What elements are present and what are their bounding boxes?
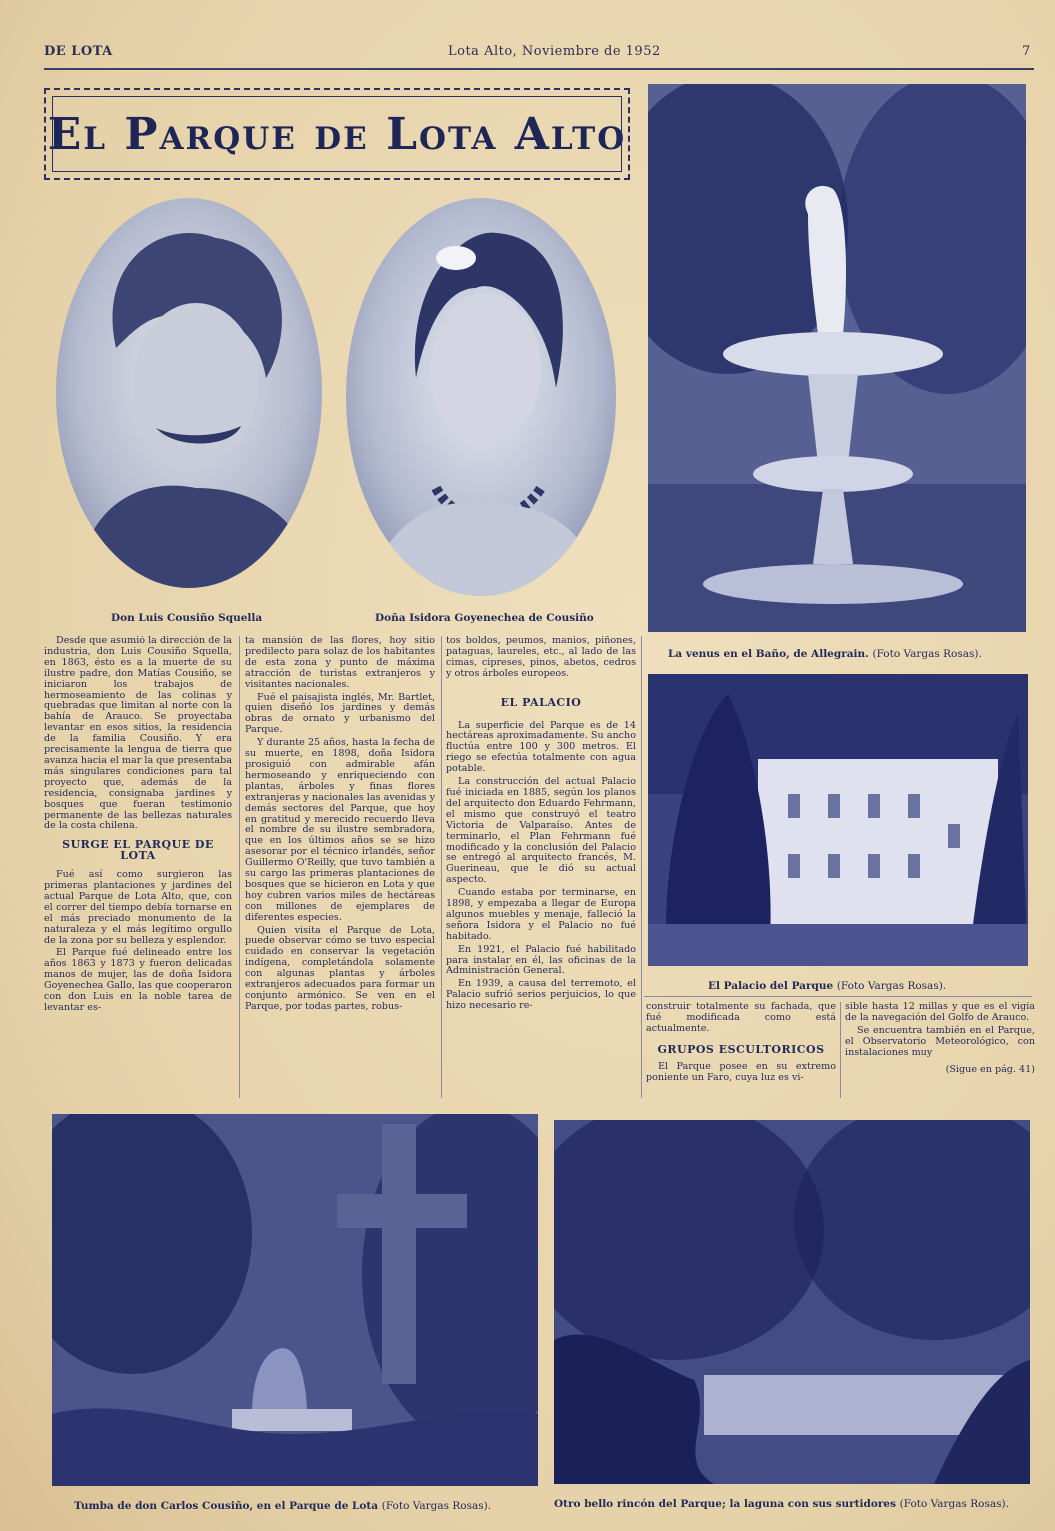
paragraph: La superficie del Parque es de 14 hectáreas aproximadamente. Su ancho fluctúa entre 100 y 300 metros. El riego se efectúa totalmente con agua potable. [446,719,636,775]
article-column-3 [446,636,636,1098]
header-section-name: DE LOTA [44,44,113,59]
caption-venus [668,648,982,660]
photo-credit: (Foto Vargas Rosas). [899,1498,1009,1510]
column-rule [840,1002,841,1098]
title-box [44,88,630,180]
column-rule [239,636,240,1098]
paragraph: Cuando estaba por terminarse, en 1898, y empezaba a llegar de Europa algunos muebles y menaje, falleció la señora Isidora y el Palacio no fué habitado. [446,887,636,942]
article-column-2 [245,636,435,1098]
article-column-1 [44,636,232,1098]
paragraph: En 1939, a causa del terremoto, el Palacio sufrió serios perjuicios, lo que hizo necesario re- [446,978,636,1012]
paragraph: Fué así como surgieron las primeras plantaciones y jardines del actual Parque de Lota Alto, que, con el correr del tiempo debía tornarse en el más preciado monumento de la naturaleza y el más legítimo orgullo de la zona por su belleza y esplendor. [44,869,232,946]
paragraph: tos boldos, peumos, manios, piñones, pataguas, laureles, etc., al lado de las cimas, cipreses, pinos, abetos, cedros y otros árboles europeos. [446,636,636,679]
photo-tumba [52,1114,538,1486]
paragraph: El Parque fué delineado entre los años 1863 y 1873 y fueron delicadas manos de mujer, las de doña Isidora Goyenechea Gallo, las que cooperaron con don Luis en la noble tarea de levantar es- [44,947,232,1013]
photo-credit: (Foto Vargas Rosas). [381,1500,492,1512]
caption-title: Tumba de don Carlos Cousiño, en el Parque de Lota [74,1500,379,1512]
photo-palacio [648,674,1028,966]
caption-title: Otro bello rincón del Parque; la laguna con sus surtidores [554,1498,896,1510]
article-column-4 [646,1002,836,1098]
paragraph: Se encuentra también en el Parque, el Observatorio Meteorológico, con instalaciones muy [845,1024,1035,1058]
caption-tumba [74,1500,491,1512]
section-heading: EL PALACIO [500,695,582,709]
paragraph: Desde que asumió la dirección de la industria, don Luis Cousiño Squella, en 1863, ésto es a la muerte de su ilustre padre, don Matías Cousiño, se iniciaron los trabajos de hermoseamiento de las colinas y quebradas que limitan al norte con la bahía de Arauco. Se proyectaba levantar en esos sitios, la residencia de la familia Cousiño. Y era precisamente la lengua de tierra que avanza hacia el mar la que presentaba más singulares condiciones para tal proyecto que, además de la residencia, consignaba jardines y bosques que fueran testimonio permanente de las bellezas naturales de la costa chilena. [44,636,232,832]
page-number: 7 [1022,44,1031,59]
photo-laguna [554,1120,1030,1484]
column-rule [641,636,642,1098]
photo-credit: (Foto Vargas Rosas). [872,648,982,660]
paragraph: ta mansión de las flores, hoy sitio predilecto para solaz de los habitantes de esta zona y punto de máxima atracción de turistas extranjeros y visitantes nacionales. [245,636,435,690]
portrait-isidora-goyenechea [346,198,616,596]
caption-laguna [554,1498,1009,1510]
paragraph: Y durante 25 años, hasta la fecha de su muerte, en 1898, doña Isidora prosiguió con admirable afán hermoseando y enriqueciendo con plantas, árboles y finas flores extranjeras y nacionales las avenidas y demás sectores del Parque, que hoy en gratitud y merecido recuerdo lleva el nombre de su ilustre sembradora, que en los últimos años se se hizo asesorar por el técnico irlandés, señor Guillermo O'Reilly, que tuvo también a su cargo las primeras plantaciones de bosques que se hicieron en Lota y que hoy cubren varios miles de hectáreas con millones de ejemplares de diferentes especies. [245,737,435,923]
header-rule [44,68,1034,70]
photo-venus-fountain [648,84,1026,632]
section-heading: GRUPOS ESCULTORICOS [657,1042,825,1056]
continued-note: (Sigue en pág. 41) [945,1063,1035,1075]
caption-isidora-goyenechea: Doña Isidora Goyenechea de Cousiño [375,612,594,624]
article-column-5 [845,1002,1035,1102]
caption-palacio [708,980,946,992]
paragraph: La construcción del actual Palacio fué iniciada en 1885, según los planos del arquitecto don Eduardo Fehrmann, el mismo que construyó el teatro Victoria de Valparaíso. Antes de terminarlo, el Plan Fehrmann fué modificado y la conclusión del Palacio se entregó al arquitecto francés, M. Guerineau, que le dió su actual aspecto. [446,776,636,886]
section-heading: SURGE EL PARQUE DE LOTA [62,838,214,863]
paragraph: sible hasta 12 millas y que es el vigía de la navegación del Golfo de Arauco. [845,1002,1035,1023]
paragraph: Fué el paisajista inglés, Mr. Bartlet, quien diseñó los jardines y demás obras de ornato y urbanismo del Parque. [245,691,435,736]
paragraph: Quien visita el Parque de Lota, puede observar cómo se tuvo especial cuidado en conservar la vegetación indígena, completándola solamente con algunas plantas y árboles extranjeros adecuados para formar un conjunto armónico. Se ven en el Parque, por todas partes, robus- [245,924,435,1012]
photo-credit: (Foto Vargas Rosas). [836,980,947,992]
column-rule [441,636,442,1098]
page-title: El Parque de Lota Alto [47,108,627,160]
caption-title: El Palacio del Parque [708,980,834,992]
header-date: Lota Alto, Noviembre de 1952 [448,44,661,59]
caption-title: La venus en el Baño, de Allegrain. [668,648,869,660]
paragraph: En 1921, el Palacio fué habilitado para instalar en él, las oficinas de la Administración General. [446,943,636,977]
caption-rule [644,996,1032,997]
caption-luis-cousino: Don Luis Cousiño Squella [111,612,263,624]
paragraph: construir totalmente su fachada, que fué modificada como está actualmente. [646,1002,836,1034]
paragraph: El Parque posee en su extremo poniente un Faro, cuya luz es vi- [646,1060,836,1083]
portrait-luis-cousino [56,198,322,588]
